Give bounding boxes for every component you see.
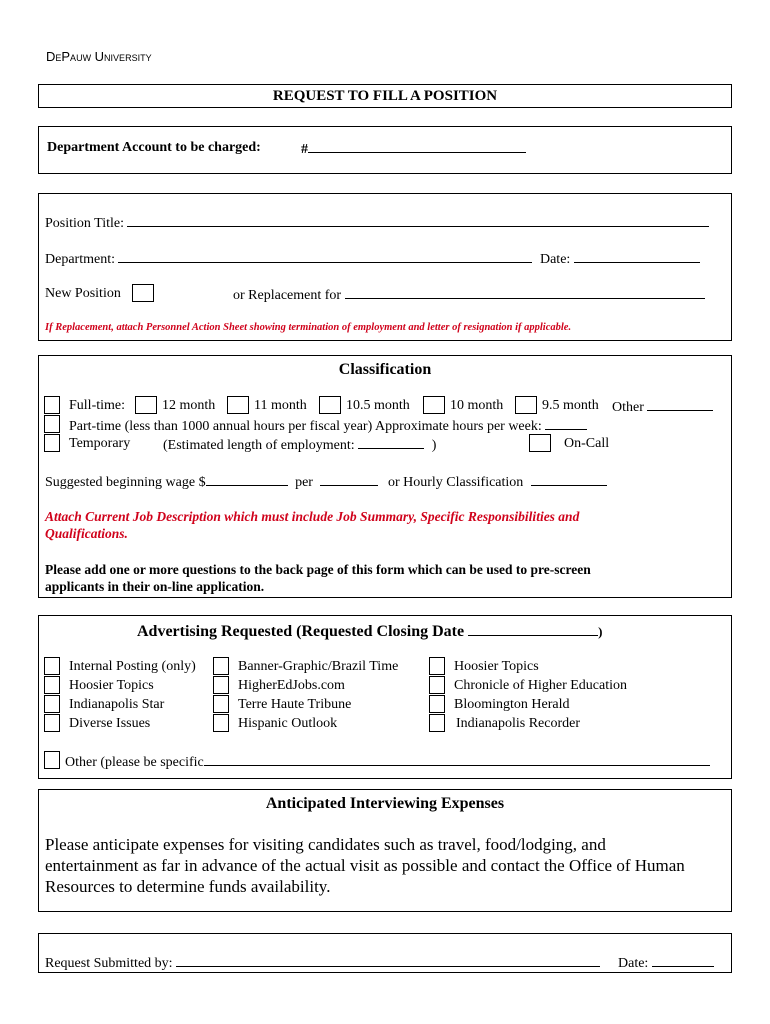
department-label: Department: [45,252,115,267]
other-field[interactable] [647,398,713,411]
ad-checkbox-diverse-issues[interactable] [44,714,60,732]
other-row [612,398,713,416]
ad-checkbox-terre-haute[interactable] [213,695,229,713]
account-hash-text: # [301,142,308,157]
hours-per-week-field[interactable] [545,417,587,430]
ad-label: Indianapolis Recorder [456,716,581,731]
hourly-label: or Hourly Classification [387,475,524,490]
ad-checkbox-indianapolis-recorder[interactable] [429,714,445,732]
wage-label: Suggested beginning wage $ [45,475,206,490]
ad-label: HigherEdJobs.com [238,678,345,693]
ad-label: Hoosier Topics [454,659,539,674]
wage-row [45,473,607,491]
university-name [46,49,152,64]
temporary-checkbox[interactable] [44,434,60,452]
ad-label: Hoosier Topics [69,678,154,693]
ad-checkbox-hoosier-topics-1[interactable] [44,676,60,694]
parttime-row [69,417,587,435]
date-field[interactable] [574,250,700,263]
expenses-line2: entertainment as far in advance of the actual visit as possible and contact the Office of Human [45,856,685,875]
9-5-month-checkbox[interactable] [515,396,537,414]
wage-field[interactable] [206,473,288,486]
expenses-section [38,789,732,912]
estimated-label: (Estimated length of employment: [163,438,355,453]
10-5-month-checkbox[interactable] [319,396,341,414]
10-month-checkbox[interactable] [423,396,445,414]
ad-label: Indianapolis Star [69,697,165,712]
attach-note-line1: Attach Current Job Description which must include Job Summary, Specific Responsibilities and [45,509,580,524]
estimated-row [163,436,436,454]
expenses-line1: Please anticipate expenses for visiting candidates such as travel, food/lodging, and [45,835,606,854]
ad-label: Banner-Graphic/Brazil Time [238,659,399,674]
attach-note-line2: Qualifications. [45,526,128,541]
ad-label: Hispanic Outlook [238,716,338,731]
ad-checkbox-hispanic-outlook[interactable] [213,714,229,732]
ad-label: Diverse Issues [69,716,151,731]
account-section [38,126,732,174]
parttime-label: Part-time (less than 1000 annual hours per fiscal year) Approximate hours per week: [69,419,542,434]
12-month-label: 12 month [162,398,216,413]
position-title-field[interactable] [127,214,709,227]
ad-label: Internal Posting (only) [69,659,196,674]
position-section [38,193,732,341]
submit-date-field[interactable] [652,954,714,967]
classification-section [38,355,732,598]
position-title-row [45,214,709,232]
questions-line2: applicants in their on-line application. [45,579,265,594]
date-label: Date: [539,252,571,267]
ad-checkbox-indianapolis-star[interactable] [44,695,60,713]
12-month-checkbox[interactable] [135,396,157,414]
11-month-checkbox[interactable] [227,396,249,414]
ad-label: Chronicle of Higher Education [454,678,628,693]
new-position-checkbox[interactable] [132,284,154,302]
advertising-heading-close: ) [598,624,603,639]
ad-checkbox-chronicle[interactable] [429,676,445,694]
ad-checkbox-hoosier-topics-2[interactable] [429,657,445,675]
expenses-heading: Anticipated Interviewing Expenses [265,795,505,812]
expenses-line3: Resources to determine funds availability. [45,877,331,896]
submit-date-row [618,954,714,972]
form-title: REQUEST TO FILL A POSITION [272,88,498,104]
advertising-heading [137,621,602,641]
11-month-label: 11 month [254,398,307,413]
other-label: Other [612,400,644,415]
ad-other-label: Other (please be specific [65,755,204,770]
account-label: Department Account to be charged: [47,140,261,155]
fulltime-checkbox[interactable] [44,396,60,414]
submitted-by-row [45,954,600,972]
hourly-field[interactable] [531,473,607,486]
estimated-length-field[interactable] [358,436,424,449]
parttime-checkbox[interactable] [44,415,60,433]
ad-other-field[interactable] [204,753,710,766]
ad-other-row [65,753,710,771]
account-hash [301,140,526,158]
on-call-label: On-Call [564,436,610,451]
9-5-month-label: 9.5 month [542,398,599,413]
estimated-close: ) [431,438,437,453]
ad-checkbox-bloomington-herald[interactable] [429,695,445,713]
replacement-field[interactable] [345,286,705,299]
questions-line1: Please add one or more questions to the back page of this form which can be used to pre-screen [45,562,591,577]
department-field[interactable] [118,250,532,263]
per-field[interactable] [320,473,378,486]
classification-heading: Classification [338,361,432,378]
submitted-by-label: Request Submitted by: [45,956,173,971]
replacement-label: or Replacement for [233,288,342,303]
department-row [45,250,700,268]
submit-date-label: Date: [618,956,649,971]
university-name-text: DePauw University [46,49,152,64]
form-title-box [38,84,732,108]
advertising-heading-text: Advertising Requested (Requested Closing Date [137,623,465,640]
submit-section [38,933,732,973]
per-label: per [295,475,313,490]
replacement-row [233,286,705,304]
advertising-section [38,615,732,779]
submitted-by-field[interactable] [176,954,600,967]
ad-checkbox-higheredjobs[interactable] [213,676,229,694]
ad-label: Bloomington Herald [454,697,570,712]
replacement-note: If Replacement, attach Personnel Action Sheet showing termination of employment and letter of resignation if applicable. [45,322,572,333]
10-month-label: 10 month [450,398,504,413]
account-number-field[interactable] [308,140,526,153]
on-call-checkbox[interactable] [529,434,551,452]
closing-date-field[interactable] [468,621,598,636]
position-title-label: Position Title: [45,216,124,231]
fulltime-label: Full-time: [69,398,125,413]
ad-checkbox-banner-graphic[interactable] [213,657,229,675]
temporary-label: Temporary [69,436,131,451]
ad-checkbox-other[interactable] [44,751,60,769]
ad-checkbox-internal[interactable] [44,657,60,675]
10-5-month-label: 10.5 month [346,398,410,413]
new-position-label: New Position [45,286,121,301]
ad-label: Terre Haute Tribune [238,697,352,712]
